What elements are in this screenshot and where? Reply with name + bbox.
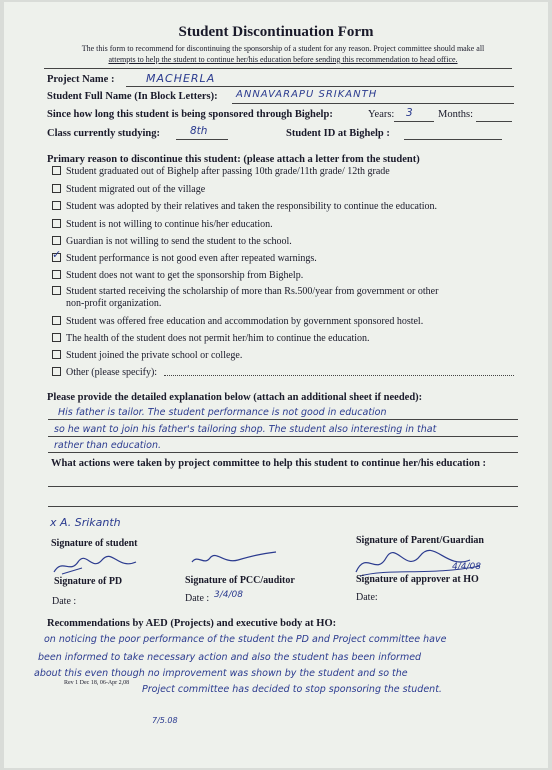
reason-item	[52, 248, 317, 265]
student-signature-label: Signature of student	[51, 538, 138, 549]
approver-signature-label: Signature of approver at HO	[356, 574, 479, 585]
years-value[interactable]: 3	[406, 107, 413, 119]
student-name-row	[47, 91, 218, 102]
reason-checkbox[interactable]	[52, 333, 61, 342]
reasons-heading-row	[47, 154, 420, 165]
parent-signature-label: Signature of Parent/Guardian	[356, 535, 484, 546]
years-line	[394, 121, 434, 122]
reason-item	[52, 367, 157, 379]
explanation-line-1[interactable]: His father is tailor. The student performance is not good in education	[58, 407, 387, 418]
reason-label: The health of the student does not permit her/him to continue the education.	[66, 333, 370, 344]
approver-date-value: 4/4/08	[452, 562, 481, 572]
revision-note: Rev 1 Dec 18, 06-Apr 2,08	[64, 680, 130, 686]
reason-checkbox[interactable]	[52, 350, 61, 359]
recommendation-line-2: been informed to take necessary action and also the student has been informed	[38, 652, 422, 663]
reason-label: Student started receiving the scholarship of more than Rs.500/year from government or other	[66, 286, 439, 297]
explanation-line-3[interactable]: rather than education.	[54, 440, 162, 451]
reason-item	[52, 286, 438, 310]
pd-signature-scribble	[52, 554, 142, 578]
reason-checkbox[interactable]	[52, 236, 61, 245]
recommendation-line-4: Project committee has decided to stop sponsoring the student.	[142, 684, 442, 695]
reason-item	[52, 316, 423, 328]
intro-line-1: The this form to recommend for discontinuing the sponsorship of a student for any reason. Project committee should make all	[81, 44, 485, 53]
pd-date-label: Date :	[52, 596, 77, 607]
since-label: Since how long this student is being sponsored through Bighelp:	[47, 109, 333, 120]
explanation-rule-1	[48, 419, 518, 420]
reason-label: Student graduated out of Bighelp after passing 10th grade/11th grade/ 12th grade	[66, 166, 390, 177]
student-signature-mark: x A. Srikanth	[50, 516, 121, 529]
header-divider	[44, 68, 512, 69]
student-name-value[interactable]: ANNAVARAPU SRIKANTH	[236, 89, 378, 100]
reason-item	[52, 166, 390, 178]
student-id-label: Student ID at Bighelp :	[286, 128, 390, 139]
approver-date-label: Date:	[356, 592, 378, 603]
reason-checkbox[interactable]	[52, 184, 61, 193]
reason-checkbox[interactable]	[52, 270, 61, 279]
reason-checkbox[interactable]	[52, 219, 61, 228]
class-line	[176, 139, 228, 140]
recommendations-heading: Recommendations by AED (Projects) and executive body at HO:	[47, 618, 337, 629]
checkmark-icon: ✓	[52, 248, 62, 262]
reason-label: Guardian is not willing to send the student to the school.	[66, 236, 292, 247]
sponsorship-duration-row	[47, 109, 333, 120]
reason-checkbox[interactable]	[52, 316, 61, 325]
explanation-rule-2	[48, 436, 518, 437]
reason-label: Student is not willing to continue his/her education.	[66, 219, 273, 230]
reason-checkbox[interactable]	[52, 286, 61, 295]
explanation-rule-3	[48, 452, 518, 453]
approver-initials: 7/5.08	[152, 716, 178, 725]
explanation-heading-row	[47, 392, 422, 403]
recommendations-heading-row	[47, 618, 336, 629]
reason-item	[52, 219, 273, 231]
years-label: Years:	[368, 109, 395, 120]
actions-heading-row	[51, 458, 486, 469]
form-intro	[48, 43, 518, 65]
reason-label: Student joined the private school or college.	[66, 350, 243, 361]
class-label: Class currently studying:	[47, 128, 160, 139]
explanation-heading: Please provide the detailed explanation below (attach an additional sheet if needed):	[47, 392, 423, 403]
intro-line-2: attempts to help the student to continue her/his education before sending this recommendation to head office.	[108, 55, 458, 64]
actions-rule-2	[48, 506, 518, 507]
recommendation-line-1: on noticing the poor performance of the student the PD and Project committee have	[44, 634, 447, 645]
months-label: Months:	[438, 109, 474, 120]
months-line	[476, 121, 512, 122]
reason-item	[52, 270, 303, 282]
reason-label: Student was offered free education and accommodation by government sponsored hostel.	[66, 316, 424, 327]
pd-signature-label: Signature of PD	[54, 576, 123, 587]
class-row	[47, 128, 160, 139]
project-name-row	[47, 74, 114, 85]
reason-checkbox[interactable]	[52, 367, 61, 376]
reason-item	[52, 184, 205, 196]
actions-heading: What actions were taken by project committee to help this student to continue her/his education :	[51, 458, 487, 469]
pcc-signature-scribble	[190, 548, 280, 572]
form-title: Student Discontinuation Form	[178, 24, 374, 40]
reasons-heading: Primary reason to discontinue this student: (please attach a letter from the student)	[47, 154, 420, 165]
student-name-line	[232, 103, 514, 104]
reason-label: Student performance is not good even after repeated warnings.	[66, 253, 317, 264]
student-name-label: Student Full Name (In Block Letters):	[47, 91, 218, 102]
reason-checkbox[interactable]	[52, 201, 61, 210]
other-specify-line	[164, 375, 514, 376]
reason-label: Student was adopted by their relatives and taken the responsibility to continue the education.	[66, 201, 438, 212]
explanation-line-2[interactable]: so he want to join his father's tailoring shop. The student also interesting in that	[54, 424, 437, 435]
reason-item	[52, 236, 292, 248]
reason-label: Student migrated out of the village	[66, 184, 206, 195]
reason-item	[52, 350, 242, 362]
reason-label: Student does not want to get the sponsorship from Bighelp.	[66, 270, 304, 281]
pcc-signature-label: Signature of PCC/auditor	[185, 575, 295, 586]
student-id-row	[286, 128, 390, 139]
reason-label-continued: non-profit organization.	[66, 298, 162, 309]
project-name-label: Project Name :	[47, 74, 115, 85]
reason-checkbox-checked[interactable]	[52, 248, 62, 262]
class-value[interactable]: 8th	[190, 125, 208, 137]
recommendation-line-3: about this even though no improvement was shown by the student and so the	[34, 668, 408, 679]
reason-item	[52, 333, 370, 345]
reason-checkbox[interactable]	[52, 166, 61, 175]
pcc-date-label: Date :	[185, 593, 210, 604]
project-name-value[interactable]: MACHERLA	[146, 72, 216, 85]
student-id-line	[404, 139, 502, 140]
form-page	[4, 2, 548, 768]
reason-label: Other (please specify):	[66, 367, 158, 378]
pcc-date-value: 3/4/08	[214, 590, 243, 600]
actions-rule-1	[48, 486, 518, 487]
project-name-line	[126, 86, 514, 87]
reason-item	[52, 201, 437, 213]
